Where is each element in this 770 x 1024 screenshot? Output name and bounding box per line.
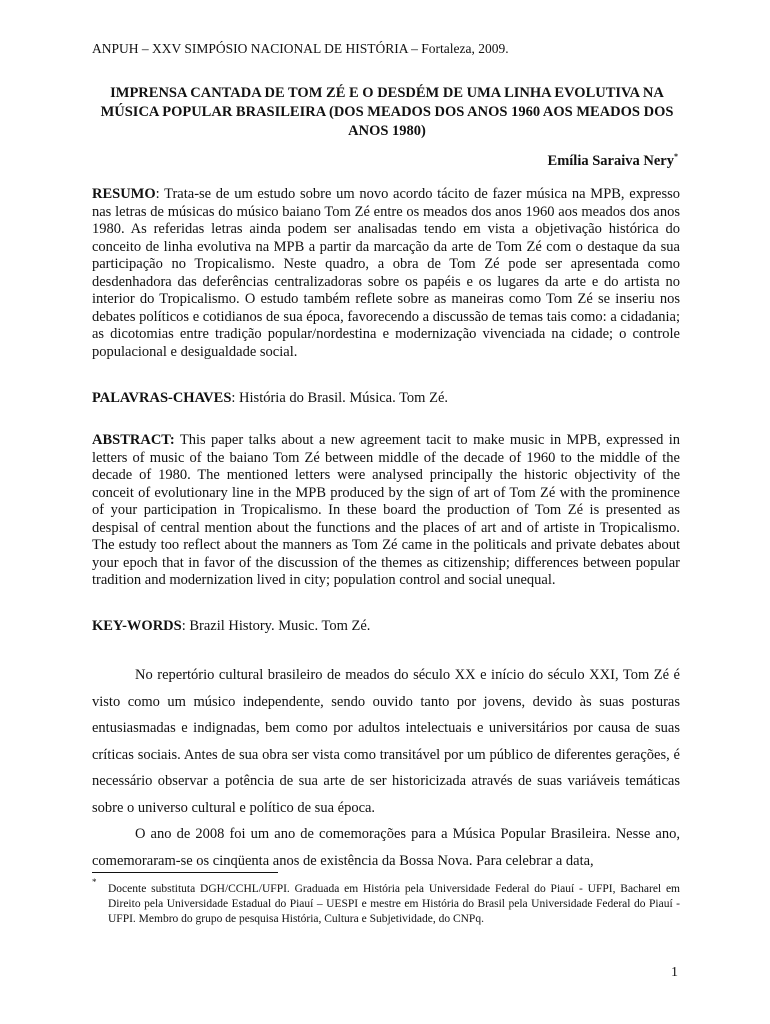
- key-words-text: : Brazil History. Music. Tom Zé.: [181, 618, 371, 634]
- palavras-chaves-paragraph: [92, 390, 680, 408]
- article-title: IMPRENSA CANTADA DE TOM ZÉ E O DESDÉM DE UMA LINHA EVOLUTIVA NA MÚSICA POPULAR BRASILEIRA (DOS MEADOS DOS ANOS 1960 AOS MEADOS DOS ANOS 1980): [100, 85, 674, 139]
- page-number: 1: [671, 965, 678, 980]
- palavras-chaves-text: : História do Brasil. Música. Tom Zé.: [231, 390, 448, 406]
- body-paragraph: O ano de 2008 foi um ano de comemorações para a Música Popular Brasileira. Nesse ano, comemoraram-se os cinqüenta anos de existência da Bossa Nova. Para celebrar a data,: [92, 826, 680, 869]
- resumo-paragraph: [92, 186, 680, 361]
- resumo-label: RESUMO: [92, 186, 156, 202]
- footnote-text: Docente substituta DGH/CCHL/UFPI. Graduada em História pela Universidade Federal do Piauí - UFPI, Bacharel em Direito pela Universidade Estadual do Piauí – UESPI e mestre em História do Brasil pela Universidade Federal do Piauí - UFPI. Membro do grupo de pesquisa História, Cultura e Subjetividade, do CNPq.: [108, 883, 680, 925]
- key-words-paragraph: [92, 618, 680, 636]
- author-footnote-mark: *: [674, 152, 678, 161]
- body-text: [92, 662, 680, 874]
- palavras-chaves-label: PALAVRAS-CHAVES: [92, 390, 232, 406]
- author-name: Emília Saraiva Nery: [547, 152, 674, 169]
- abstract-paragraph: [92, 432, 680, 590]
- running-header: ANPUH – XXV SIMPÓSIO NACIONAL DE HISTÓRIA – Fortaleza, 2009.: [92, 41, 509, 56]
- resumo-text: : Trata-se de um estudo sobre um novo acordo tácito de fazer música na MPB, expresso nas letras de músicas do músico baiano Tom Zé entre os meados dos anos 1960 aos meados dos anos 1980. As referidas letras ainda podem ser analisadas tendo em vista a objetivação histórica do conceito de linha evolutiva na MPB a partir da marcação da arte de Tom Zé com o destaque da sua participação no Tropicalismo. Neste quadro, a obra de Tom Zé pode ser apresentada como desdenhadora das deferências centralizadoras sobre os papéis e os lugares da arte e do artista no interior do Tropicalismo. O estudo também reflete sobre as maneiras como Tom Zé se inseriu nos debates políticos e cotidianos de sua época, favorecendo a discussão de temas tais como: a cidadania; as dicotomias entre tradição popular/nordestina e modernização vivenciada na cidade; o controle populacional e desigualdade social.: [92, 186, 680, 360]
- body-paragraph: No repertório cultural brasileiro de meados do século XX e início do século XXI, Tom Zé é visto como um músico independente, sendo ouvido tanto por jovens, devido às suas posturas entusiasmadas e indignadas, bem como por adultos intelectuais e universitários por causa de suas críticas sociais. Antes de sua obra ser vista como transitável por um público de diferentes gerações, é necessário observar a potência de sua arte de ser historicizada através de suas variáveis temáticas sobre o universo cultural e político de sua época.: [92, 667, 680, 816]
- author-line: [548, 152, 678, 170]
- abstract-text: This paper talks about a new agreement tacit to make music in MPB, expressed in letters of music of the baiano Tom Zé between middle of the decade of 1960 to the middle of the decade of 1980. The mentioned letters were analysed principally the historic objectivity of the conceit of evolutionary line in the MPB produced by the sign of art of Tom Zé with the prominence of your participation in Tropicalismo. In these board the production of Tom Zé is presented as despisal of central mention about the functions and the places of art and of artiste in Tropicalismo. The estudy too reflect about the manners as Tom Zé came in the politicals and private debates about your epoch that in favor of the discussion of the themes as citizenship; differences between popular tradition and modernization lived in city; population control and social unequal.: [92, 432, 680, 588]
- footnote-separator: [92, 872, 278, 873]
- footnote-mark: *: [92, 877, 97, 887]
- key-words-label: KEY-WORDS: [92, 618, 182, 634]
- abstract-label: ABSTRACT:: [92, 432, 175, 448]
